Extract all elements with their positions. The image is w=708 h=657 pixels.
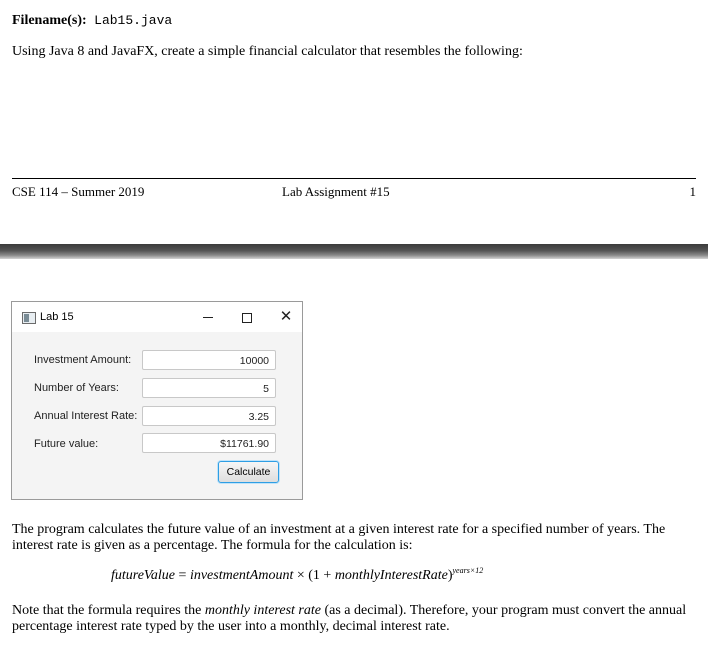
formula-lhs: futureValue	[111, 568, 176, 583]
window-titlebar[interactable]	[12, 302, 302, 332]
formula-close-paren: )	[447, 568, 453, 583]
note-emphasis: monthly interest rate	[204, 603, 321, 618]
formula-times: × (1 +	[293, 568, 335, 583]
future-value-field[interactable]: $11761.90	[142, 433, 276, 453]
footer-page-number: 1	[689, 184, 696, 199]
future-value-label: Future value:	[34, 438, 99, 450]
filename-line	[12, 13, 172, 29]
page-break	[0, 244, 708, 259]
formula-investment: investmentAmount	[189, 568, 294, 583]
app-icon	[22, 312, 36, 324]
intro-text: Using Java 8 and JavaFX, create a simple financial calculator that resembles the following:	[12, 44, 523, 59]
formula-rate: monthlyInterestRate	[334, 568, 448, 583]
footer-rule	[12, 178, 696, 179]
note-paragraph	[12, 603, 702, 635]
minimize-button[interactable]	[195, 306, 221, 328]
investment-amount-input[interactable]: 10000	[142, 350, 276, 370]
description-paragraph: The program calculates the future value of an investment at a given interest rate for a specified number of years. The interest rate is given as a percentage. The formula for the calculation is:	[12, 522, 666, 553]
formula-equals: =	[175, 568, 190, 583]
investment-amount-label: Investment Amount:	[34, 354, 132, 366]
number-of-years-input[interactable]: 5	[142, 378, 276, 398]
footer-assignment: Lab Assignment #15	[282, 184, 390, 199]
lab15-window	[11, 301, 303, 500]
formula	[111, 566, 483, 584]
formula-exponent: years×12	[452, 566, 484, 575]
annual-interest-rate-label: Annual Interest Rate:	[34, 410, 138, 422]
minimize-icon	[203, 317, 213, 318]
footer-course: CSE 114 – Summer 2019	[12, 184, 145, 199]
filename-value: Lab15.java	[94, 13, 173, 28]
maximize-button[interactable]	[234, 306, 260, 328]
filename-label: Filename(s):	[12, 13, 87, 28]
close-icon: ✕	[279, 308, 293, 325]
number-of-years-label: Number of Years:	[34, 382, 119, 394]
window-title: Lab 15	[40, 311, 74, 323]
calculate-button[interactable]: Calculate	[218, 461, 279, 483]
note-text-start: Note that the formula requires the	[12, 603, 205, 618]
close-button[interactable]	[273, 306, 299, 328]
note-text-end: (as a decimal). Therefore, your program must convert the annual percentage interest rate typed by the user into a monthly, decimal interest rate.	[12, 603, 687, 634]
annual-interest-rate-input[interactable]: 3.25	[142, 406, 276, 426]
maximize-icon	[242, 313, 252, 323]
